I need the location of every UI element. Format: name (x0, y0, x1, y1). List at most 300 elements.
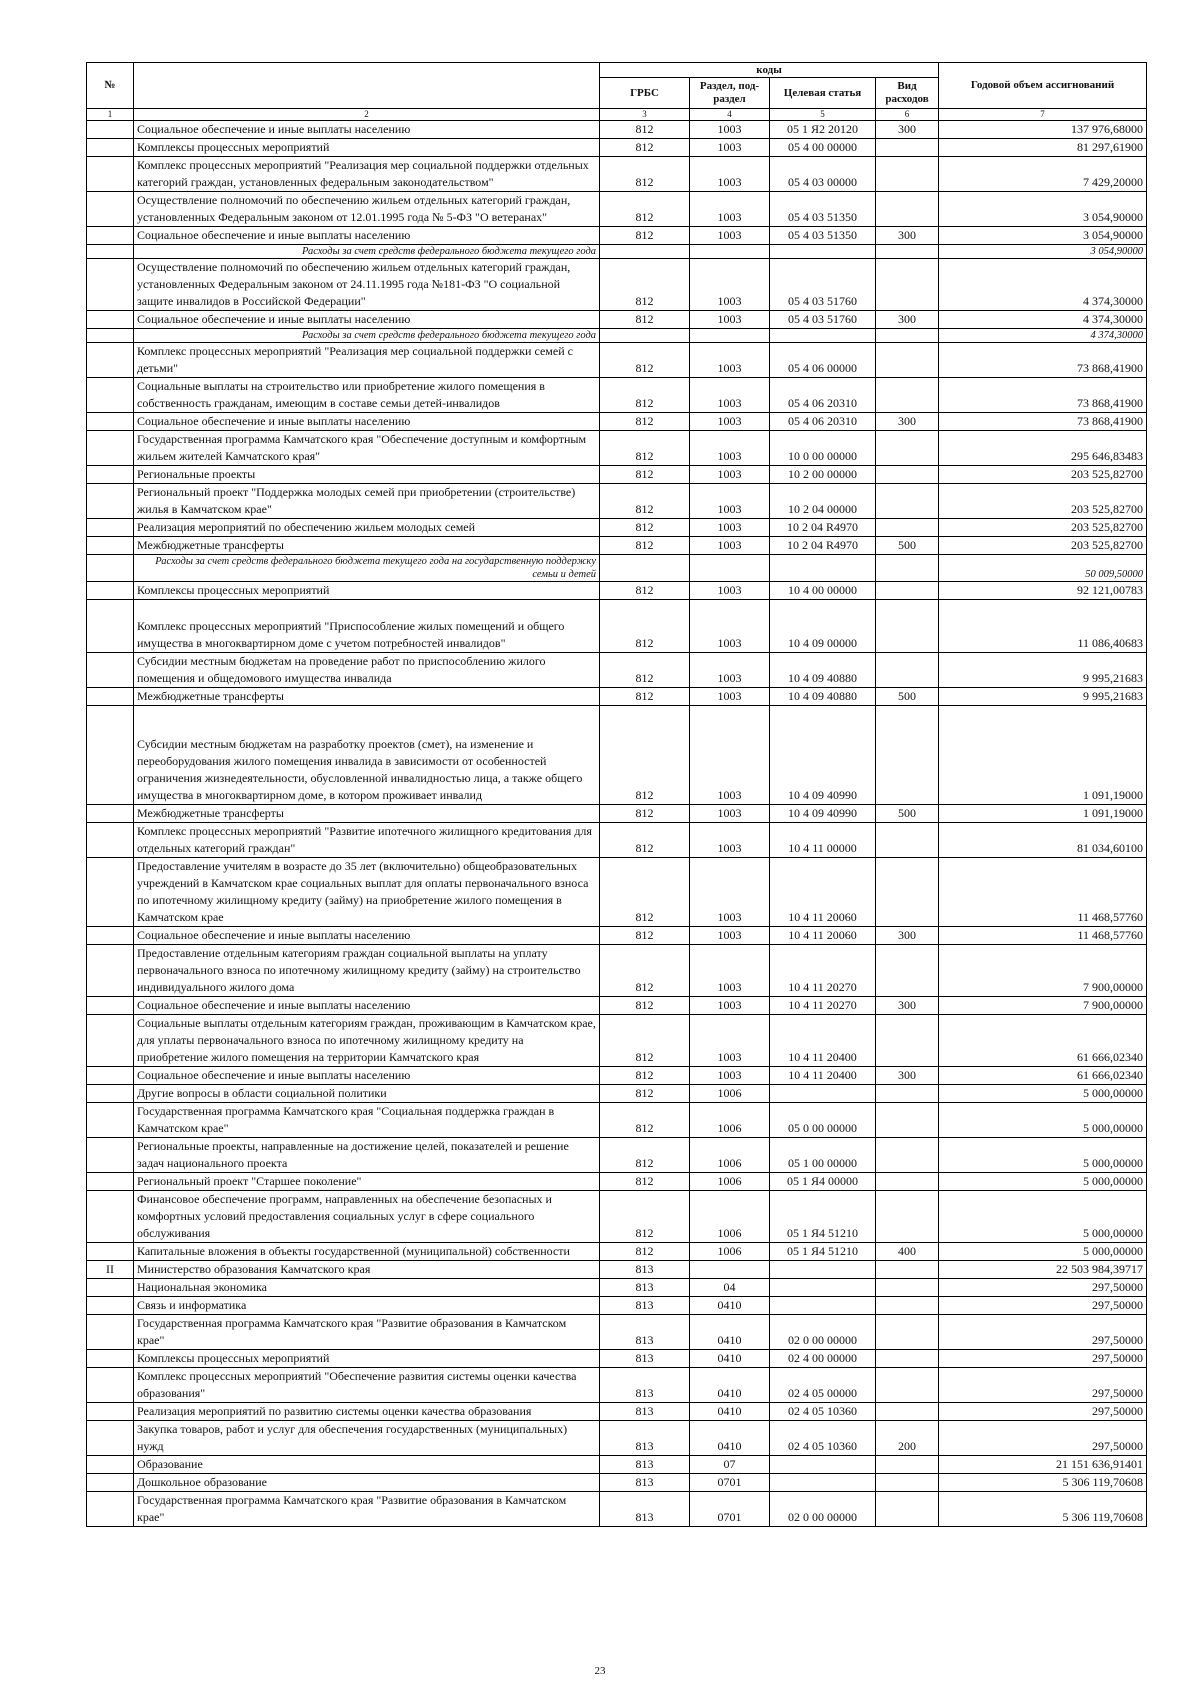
row-target-cell: 05 1 Я4 00000 (770, 1173, 876, 1191)
row-type-cell: 300 (876, 121, 939, 139)
row-number-cell (87, 466, 134, 484)
row-target-cell: 10 4 09 40990 (770, 706, 876, 805)
table-row (87, 1173, 1147, 1191)
row-grbs-cell: 812 (600, 1243, 690, 1261)
table-row (87, 1138, 1147, 1173)
row-grbs-cell: 812 (600, 192, 690, 227)
row-grbs-cell: 812 (600, 157, 690, 192)
row-number-cell (87, 582, 134, 600)
row-type-cell (876, 582, 939, 600)
row-target-cell: 10 4 09 00000 (770, 600, 876, 653)
row-grbs-cell: 812 (600, 1103, 690, 1138)
row-target-cell: 10 2 04 00000 (770, 484, 876, 519)
row-amount-cell: 3 054,90000 (939, 245, 1147, 259)
col-number: 7 (939, 109, 1147, 121)
row-amount-cell: 11 086,40683 (939, 600, 1147, 653)
row-grbs-cell: 812 (600, 537, 690, 555)
column-number-row (87, 109, 1147, 121)
row-type-cell: 500 (876, 805, 939, 823)
row-amount-cell: 5 306 119,70608 (939, 1492, 1147, 1527)
row-section-cell: 0410 (690, 1403, 770, 1421)
row-target-cell: 10 4 11 20060 (770, 858, 876, 927)
row-amount-cell: 297,50000 (939, 1297, 1147, 1315)
row-grbs-cell: 812 (600, 378, 690, 413)
row-section-cell: 1003 (690, 653, 770, 688)
row-name-cell: Социальное обеспечение и иные выплаты населению (134, 121, 600, 139)
row-number-cell (87, 653, 134, 688)
row-type-cell (876, 259, 939, 311)
row-section-cell: 1003 (690, 484, 770, 519)
row-name-cell: Социальное обеспечение и иные выплаты населению (134, 927, 600, 945)
row-type-cell (876, 1279, 939, 1297)
row-target-cell: 05 0 00 00000 (770, 1103, 876, 1138)
table-row (87, 1492, 1147, 1527)
row-number-cell (87, 1474, 134, 1492)
row-name-cell: Социальное обеспечение и иные выплаты населению (134, 413, 600, 431)
row-number-cell (87, 1368, 134, 1403)
header-section: Раздел, под-раздел (690, 78, 770, 109)
row-section-cell: 1003 (690, 858, 770, 927)
row-type-cell (876, 1368, 939, 1403)
row-type-cell (876, 600, 939, 653)
row-type-cell (876, 343, 939, 378)
budget-table (86, 62, 1147, 1527)
row-amount-cell: 81 297,61900 (939, 139, 1147, 157)
row-grbs-cell: 812 (600, 139, 690, 157)
row-amount-cell: 5 000,00000 (939, 1103, 1147, 1138)
row-amount-cell: 297,50000 (939, 1421, 1147, 1456)
row-section-cell (690, 1261, 770, 1279)
row-section-cell: 1006 (690, 1191, 770, 1243)
row-amount-cell: 297,50000 (939, 1368, 1147, 1403)
row-target-cell: 10 4 00 00000 (770, 582, 876, 600)
row-name-cell: Субсидии местным бюджетам на проведение работ по приспособлению жилого помещения и общедомового имущества инвалида (134, 653, 600, 688)
row-name-cell: Связь и информатика (134, 1297, 600, 1315)
row-type-cell: 200 (876, 1421, 939, 1456)
row-amount-cell: 5 000,00000 (939, 1191, 1147, 1243)
table-row (87, 192, 1147, 227)
row-amount-cell: 203 525,82700 (939, 484, 1147, 519)
header-target: Целевая статья (770, 78, 876, 109)
row-type-cell (876, 653, 939, 688)
col-number: 6 (876, 109, 939, 121)
row-number-cell (87, 706, 134, 805)
table-row (87, 1456, 1147, 1474)
row-target-cell: 05 4 06 20310 (770, 413, 876, 431)
row-target-cell (770, 1261, 876, 1279)
row-number-cell (87, 1279, 134, 1297)
row-target-cell: 05 4 03 51350 (770, 192, 876, 227)
row-target-cell: 02 4 05 10360 (770, 1421, 876, 1456)
row-target-cell: 10 4 11 00000 (770, 823, 876, 858)
row-name-cell: Государственная программа Камчатского края "Развитие образования в Камчатском крае" (134, 1315, 600, 1350)
row-name-cell: Финансовое обеспечение программ, направленных на обеспечение безопасных и комфортных условий предоставления социальных услуг в сфере социального обслуживания (134, 1191, 600, 1243)
row-amount-cell: 297,50000 (939, 1279, 1147, 1297)
row-amount-cell: 297,50000 (939, 1403, 1147, 1421)
row-section-cell: 1003 (690, 343, 770, 378)
row-number-cell (87, 343, 134, 378)
table-row (87, 1368, 1147, 1403)
row-target-cell: 10 2 00 00000 (770, 466, 876, 484)
row-target-cell: 05 1 Я2 20120 (770, 121, 876, 139)
row-section-cell: 1003 (690, 706, 770, 805)
row-type-cell (876, 1261, 939, 1279)
row-grbs-cell: 812 (600, 311, 690, 329)
table-row (87, 997, 1147, 1015)
row-section-cell: 1003 (690, 582, 770, 600)
row-type-cell (876, 1173, 939, 1191)
row-grbs-cell (600, 555, 690, 582)
row-type-cell (876, 706, 939, 805)
row-number-cell (87, 1492, 134, 1527)
table-row (87, 1350, 1147, 1368)
row-type-cell: 500 (876, 537, 939, 555)
row-name-cell: Социальное обеспечение и иные выплаты населению (134, 227, 600, 245)
table-row (87, 945, 1147, 997)
row-target-cell: 05 4 03 51760 (770, 311, 876, 329)
row-target-cell: 02 0 00 00000 (770, 1315, 876, 1350)
row-number-cell (87, 945, 134, 997)
row-amount-cell: 7 900,00000 (939, 945, 1147, 997)
table-row-subtotal (87, 329, 1147, 343)
row-number-cell (87, 1173, 134, 1191)
row-number-cell (87, 259, 134, 311)
row-section-cell: 1003 (690, 139, 770, 157)
row-section-cell: 0701 (690, 1474, 770, 1492)
row-amount-cell: 3 054,90000 (939, 227, 1147, 245)
table-row (87, 1103, 1147, 1138)
row-number-cell (87, 537, 134, 555)
row-grbs-cell: 812 (600, 1191, 690, 1243)
row-target-cell: 05 4 00 00000 (770, 139, 876, 157)
row-target-cell: 10 2 04 R4970 (770, 519, 876, 537)
row-name-cell: Национальная экономика (134, 1279, 600, 1297)
row-type-cell (876, 157, 939, 192)
row-name-cell: Комплекс процессных мероприятий "Приспособление жилых помещений и общего имущества в многоквартирном доме с учетом потребностей инвалидов" (134, 600, 600, 653)
row-type-cell (876, 1456, 939, 1474)
row-section-cell: 07 (690, 1456, 770, 1474)
row-number-cell (87, 1243, 134, 1261)
row-target-cell: 02 4 00 00000 (770, 1350, 876, 1368)
row-grbs-cell: 812 (600, 945, 690, 997)
row-target-cell: 10 4 11 20060 (770, 927, 876, 945)
row-type-cell (876, 823, 939, 858)
row-section-cell: 1003 (690, 997, 770, 1015)
row-section-cell: 0410 (690, 1368, 770, 1403)
row-section-cell: 1003 (690, 378, 770, 413)
row-target-cell: 05 4 03 51760 (770, 259, 876, 311)
row-number-cell (87, 311, 134, 329)
row-section-cell (690, 245, 770, 259)
col-number: 1 (87, 109, 134, 121)
table-row (87, 343, 1147, 378)
table-row (87, 1403, 1147, 1421)
table-header-row (87, 63, 1147, 78)
row-section-cell: 0410 (690, 1315, 770, 1350)
row-name-cell: Дошкольное образование (134, 1474, 600, 1492)
row-amount-cell: 73 868,41900 (939, 378, 1147, 413)
row-amount-cell: 50 009,50000 (939, 555, 1147, 582)
header-grbs: ГРБС (600, 78, 690, 109)
table-row-subtotal (87, 245, 1147, 259)
row-amount-cell: 1 091,19000 (939, 805, 1147, 823)
row-grbs-cell: 812 (600, 858, 690, 927)
row-amount-cell: 73 868,41900 (939, 343, 1147, 378)
table-row (87, 805, 1147, 823)
col-number: 3 (600, 109, 690, 121)
row-name-cell: Капитальные вложения в объекты государственной (муниципальной) собственности (134, 1243, 600, 1261)
row-section-cell: 1003 (690, 431, 770, 466)
row-type-cell: 400 (876, 1243, 939, 1261)
row-number-cell (87, 1015, 134, 1067)
row-number-cell (87, 1297, 134, 1315)
row-target-cell: 10 4 09 40880 (770, 653, 876, 688)
row-target-cell: 10 0 00 00000 (770, 431, 876, 466)
row-grbs-cell: 813 (600, 1492, 690, 1527)
row-section-cell: 1003 (690, 466, 770, 484)
row-target-cell: 02 4 05 00000 (770, 1368, 876, 1403)
row-name-cell: Комплекс процессных мероприятий "Развитие ипотечного жилищного кредитования для отдельных категорий граждан" (134, 823, 600, 858)
row-amount-cell: 5 000,00000 (939, 1173, 1147, 1191)
row-grbs-cell: 813 (600, 1474, 690, 1492)
row-grbs-cell: 813 (600, 1261, 690, 1279)
row-number-cell (87, 227, 134, 245)
row-type-cell (876, 945, 939, 997)
row-grbs-cell: 813 (600, 1350, 690, 1368)
row-grbs-cell: 812 (600, 823, 690, 858)
row-amount-cell: 5 000,00000 (939, 1085, 1147, 1103)
row-name-cell: Комплекс процессных мероприятий "Реализация мер социальной поддержки семей с детьми" (134, 343, 600, 378)
row-section-cell: 0410 (690, 1421, 770, 1456)
row-name-cell: Предоставление учителям в возрасте до 35 лет (включительно) общеобразовательных учреждений в Камчатском крае социальных выплат для оплаты первоначального взноса по ипотечному жилищному кредиту (займу) на приобретение жилого помещения в Камчатском крае (134, 858, 600, 927)
row-grbs-cell: 812 (600, 1173, 690, 1191)
row-type-cell (876, 1492, 939, 1527)
row-number-cell (87, 1067, 134, 1085)
row-grbs-cell: 812 (600, 519, 690, 537)
row-target-cell: 10 4 11 20270 (770, 945, 876, 997)
header-name (134, 63, 600, 109)
row-grbs-cell: 812 (600, 653, 690, 688)
row-amount-cell: 81 034,60100 (939, 823, 1147, 858)
row-grbs-cell: 813 (600, 1315, 690, 1350)
row-section-cell: 1003 (690, 311, 770, 329)
row-number-cell (87, 519, 134, 537)
row-target-cell: 10 4 09 40990 (770, 805, 876, 823)
row-name-cell: Межбюджетные трансферты (134, 805, 600, 823)
row-grbs-cell: 812 (600, 466, 690, 484)
row-name-cell: Закупка товаров, работ и услуг для обеспечения государственных (муниципальных) нужд (134, 1421, 600, 1456)
row-amount-cell: 5 306 119,70608 (939, 1474, 1147, 1492)
row-number-cell (87, 157, 134, 192)
row-number-cell (87, 245, 134, 259)
row-type-cell (876, 1403, 939, 1421)
row-number-cell: II (87, 1261, 134, 1279)
row-name-cell: Расходы за счет средств федерального бюджета текущего года (134, 329, 600, 343)
row-type-cell (876, 139, 939, 157)
row-number-cell (87, 1315, 134, 1350)
table-row (87, 1474, 1147, 1492)
row-name-cell: Региональные проекты (134, 466, 600, 484)
row-number-cell (87, 1421, 134, 1456)
row-type-cell (876, 1103, 939, 1138)
row-type-cell (876, 329, 939, 343)
row-section-cell: 0410 (690, 1297, 770, 1315)
row-target-cell: 10 4 09 40880 (770, 688, 876, 706)
row-name-cell: Комплексы процессных мероприятий (134, 1350, 600, 1368)
row-type-cell (876, 1015, 939, 1067)
row-target-cell: 05 1 Я4 51210 (770, 1191, 876, 1243)
row-number-cell (87, 927, 134, 945)
row-grbs-cell: 812 (600, 927, 690, 945)
table-row (87, 378, 1147, 413)
row-name-cell: Реализация мероприятий по обеспечению жильем молодых семей (134, 519, 600, 537)
row-grbs-cell: 812 (600, 600, 690, 653)
row-name-cell: Реализация мероприятий по развитию системы оценки качества образования (134, 1403, 600, 1421)
row-name-cell: Субсидии местным бюджетам на разработку проектов (смет), на изменение и переоборудования жилого помещения инвалида в зависимости от особенностей ограничения жизнедеятельности, обусловленной инвалидностью лица, а также общего имущества в многоквартирном доме, в котором проживает инвалид (134, 706, 600, 805)
row-name-cell: Межбюджетные трансферты (134, 537, 600, 555)
row-target-cell (770, 1456, 876, 1474)
row-number-cell (87, 192, 134, 227)
row-grbs-cell: 812 (600, 227, 690, 245)
row-number-cell (87, 431, 134, 466)
row-name-cell: Социальные выплаты отдельным категориям граждан, проживающим в Камчатском крае, для уплаты первоначального взноса по ипотечному жилищному кредиту на приобретение жилого помещения на территории Камчатского края (134, 1015, 600, 1067)
row-type-cell (876, 245, 939, 259)
row-target-cell: 05 4 06 20310 (770, 378, 876, 413)
row-name-cell: Межбюджетные трансферты (134, 688, 600, 706)
row-section-cell: 1003 (690, 121, 770, 139)
table-row (87, 1279, 1147, 1297)
row-amount-cell: 4 374,30000 (939, 329, 1147, 343)
row-type-cell (876, 555, 939, 582)
table-row (87, 259, 1147, 311)
row-amount-cell: 92 121,00783 (939, 582, 1147, 600)
row-type-cell: 500 (876, 688, 939, 706)
row-type-cell: 300 (876, 997, 939, 1015)
header-num: № (87, 63, 134, 109)
table-row (87, 600, 1147, 653)
table-row (87, 413, 1147, 431)
budget-document (86, 62, 1146, 1527)
row-section-cell: 1003 (690, 519, 770, 537)
row-grbs-cell: 812 (600, 484, 690, 519)
row-name-cell: Социальное обеспечение и иные выплаты населению (134, 311, 600, 329)
row-name-cell: Осуществление полномочий по обеспечению жильем отдельных категорий граждан, установленных Федеральным законом от 24.11.1995 года №181-ФЗ "О социальной защите инвалидов в Российской Федерации" (134, 259, 600, 311)
row-target-cell: 10 4 11 20270 (770, 997, 876, 1015)
row-target-cell: 05 4 06 00000 (770, 343, 876, 378)
row-name-cell: Комплексы процессных мероприятий (134, 582, 600, 600)
table-row (87, 139, 1147, 157)
row-type-cell (876, 1315, 939, 1350)
row-amount-cell: 203 525,82700 (939, 519, 1147, 537)
row-section-cell: 0701 (690, 1492, 770, 1527)
row-amount-cell: 61 666,02340 (939, 1067, 1147, 1085)
col-number: 2 (134, 109, 600, 121)
row-type-cell (876, 484, 939, 519)
row-grbs-cell: 813 (600, 1403, 690, 1421)
row-grbs-cell: 813 (600, 1421, 690, 1456)
table-row (87, 121, 1147, 139)
row-amount-cell: 4 374,30000 (939, 259, 1147, 311)
table-row-subtotal (87, 555, 1147, 582)
row-amount-cell: 22 503 984,39717 (939, 1261, 1147, 1279)
row-type-cell (876, 1191, 939, 1243)
table-row (87, 311, 1147, 329)
row-name-cell: Государственная программа Камчатского края "Развитие образования в Камчатском крае" (134, 1492, 600, 1527)
row-type-cell: 300 (876, 927, 939, 945)
row-section-cell: 1006 (690, 1138, 770, 1173)
row-grbs-cell: 812 (600, 805, 690, 823)
table-row (87, 653, 1147, 688)
row-number-cell (87, 858, 134, 927)
row-type-cell (876, 1350, 939, 1368)
row-type-cell (876, 858, 939, 927)
row-number-cell (87, 997, 134, 1015)
row-section-cell: 1003 (690, 945, 770, 997)
row-amount-cell: 73 868,41900 (939, 413, 1147, 431)
row-type-cell (876, 431, 939, 466)
row-grbs-cell: 813 (600, 1297, 690, 1315)
row-number-cell (87, 1456, 134, 1474)
row-type-cell (876, 378, 939, 413)
table-row (87, 582, 1147, 600)
row-name-cell: Расходы за счет средств федерального бюджета текущего года (134, 245, 600, 259)
header-type: Вид расходов (876, 78, 939, 109)
row-grbs-cell (600, 245, 690, 259)
row-target-cell: 05 4 03 51350 (770, 227, 876, 245)
header-codes: коды (600, 63, 939, 78)
page-number: 23 (594, 1665, 606, 1677)
row-section-cell: 1003 (690, 688, 770, 706)
row-amount-cell: 7 429,20000 (939, 157, 1147, 192)
row-type-cell: 300 (876, 227, 939, 245)
row-name-cell: Осуществление полномочий по обеспечению жильем отдельных категорий граждан, установленных Федеральным законом от 12.01.1995 года № 5-ФЗ "О ветеранах" (134, 192, 600, 227)
table-row (87, 157, 1147, 192)
row-amount-cell: 61 666,02340 (939, 1015, 1147, 1067)
table-row (87, 1085, 1147, 1103)
row-name-cell: Региональный проект "Поддержка молодых семей при приобретении (строительстве) жилья в Камчатском крае" (134, 484, 600, 519)
row-name-cell: Комплекс процессных мероприятий "Реализация мер социальной поддержки отдельных категорий граждан, установленных федеральным законодательством" (134, 157, 600, 192)
row-number-cell (87, 805, 134, 823)
col-number: 5 (770, 109, 876, 121)
row-section-cell (690, 329, 770, 343)
row-grbs-cell: 812 (600, 431, 690, 466)
row-amount-cell: 9 995,21683 (939, 653, 1147, 688)
row-number-cell (87, 121, 134, 139)
row-amount-cell: 7 900,00000 (939, 997, 1147, 1015)
table-row (87, 688, 1147, 706)
row-target-cell: 10 4 11 20400 (770, 1015, 876, 1067)
row-number-cell (87, 329, 134, 343)
row-target-cell: 02 0 00 00000 (770, 1492, 876, 1527)
row-section-cell: 1003 (690, 259, 770, 311)
row-name-cell: Образование (134, 1456, 600, 1474)
row-target-cell (770, 1279, 876, 1297)
row-amount-cell: 11 468,57760 (939, 858, 1147, 927)
row-amount-cell: 203 525,82700 (939, 466, 1147, 484)
row-type-cell (876, 466, 939, 484)
row-grbs-cell: 812 (600, 582, 690, 600)
row-name-cell: Социальное обеспечение и иные выплаты населению (134, 1067, 600, 1085)
row-amount-cell: 11 468,57760 (939, 927, 1147, 945)
row-grbs-cell (600, 329, 690, 343)
row-section-cell: 1003 (690, 192, 770, 227)
row-type-cell (876, 519, 939, 537)
row-number-cell (87, 1085, 134, 1103)
row-name-cell: Социальное обеспечение и иные выплаты населению (134, 997, 600, 1015)
row-target-cell (770, 555, 876, 582)
row-section-cell: 1003 (690, 227, 770, 245)
row-name-cell: Государственная программа Камчатского края "Обеспечение доступным и комфортным жильем жителей Камчатского края" (134, 431, 600, 466)
